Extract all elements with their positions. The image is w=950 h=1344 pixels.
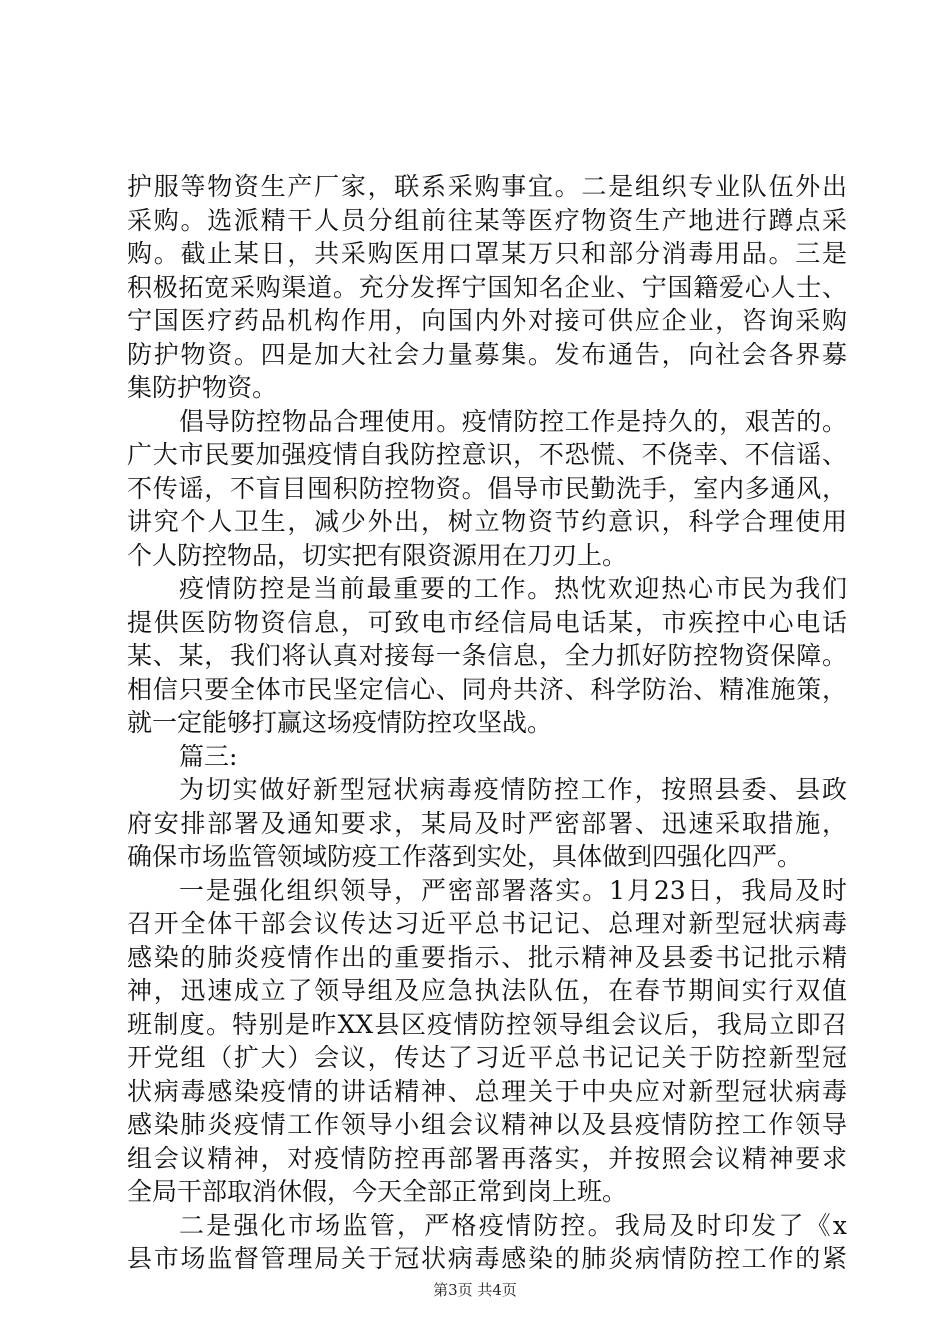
text-line: 神，迅速成立了领导组及应急执法队伍，在春节期间实行双值 [127,976,847,1005]
text-line: 护服等物资生产厂家，联系采购事宜。二是组织专业队伍外出 [127,172,847,201]
text-line: 个人防控物品，切实把有限资源用在刀刃上。 [127,540,628,570]
text-line: 召开全体干部会议传达习近平总书记记、总理对新型冠状病毒 [127,909,847,938]
text-line: 感染肺炎疫情工作领导小组会议精神以及县疫情防控工作领导 [127,1110,847,1139]
text-line: 为切实做好新型冠状病毒疫情防控工作，按照县委、县政 [179,775,847,804]
text-line: 某、某，我们将认真对接每一条信息，全力抓好防控物资保障。 [127,641,847,670]
text-line: 广大市民要加强疫情自我防控意识，不恐慌、不侥幸、不信谣、 [127,440,847,469]
text-line: 购。截止某日，共采购医用口罩某万只和部分消毒用品。三是 [127,239,847,268]
text-line: 班制度。特别是昨XX县区疫情防控领导组会议后，我局立即召 [127,1009,847,1039]
text-line: 府安排部署及通知要求，某局及时严密部署、迅速采取措施， [127,808,847,838]
section-heading: 篇三: [179,741,238,771]
page-number-footer: 第3页 共4页 [433,1281,517,1299]
text-line: 县市场监督管理局关于冠状病毒感染的肺炎病情防控工作的紧 [127,1244,847,1273]
text-line: 讲究个人卫生，减少外出，树立物资节约意识，科学合理使用 [127,507,847,536]
text-line: 全局干部取消休假，今天全部正常到岗上班。 [127,1177,628,1206]
text-line: 一是强化组织领导，严密部署落实。1月23日，我局及时 [179,875,847,905]
text-line: 相信只要全体市民坚定信心、同舟共济、科学防治、精准施策， [127,674,847,704]
text-line: 感染的肺炎疫情作出的重要指示、批示精神及县委书记批示精 [127,942,847,972]
text-line: 开党组（扩大）会议，传达了习近平总书记记关于防控新型冠 [127,1043,847,1072]
text-line: 集防护物资。 [127,373,278,402]
text-line: 宁国医疗药品机构作用，向国内外对接可供应企业，咨询采购 [127,306,847,335]
text-line: 采购。选派精干人员分组前往某等医疗物资生产地进行蹲点采 [127,205,847,235]
text-line: 不传谣，不盲目囤积防控物资。倡导市民勤洗手，室内多通风， [127,473,847,503]
text-line: 倡导防控物品合理使用。疫情防控工作是持久的，艰苦的。 [179,406,847,436]
document-body [127,170,847,1276]
text-line: 防护物资。四是加大社会力量募集。发布通告，向社会各界募 [127,339,847,369]
text-line: 确保市场监管领域防疫工作落到实处，具体做到四强化四严。 [127,842,803,871]
text-line: 组会议精神，对疫情防控再部署再落实，并按照会议精神要求 [127,1143,847,1173]
text-line: 就一定能够打赢这场疫情防控攻坚战。 [127,708,553,737]
text-line: 提供医防物资信息，可致电市经信局电话某，市疾控中心电话 [127,607,847,637]
text-line: 积极拓宽采购渠道。充分发挥宁国知名企业、宁国籍爱心人士、 [127,272,847,302]
text-line: 状病毒感染疫情的讲话精神、总理关于中央应对新型冠状病毒 [127,1076,847,1106]
text-line: 疫情防控是当前最重要的工作。热忱欢迎热心市民为我们 [179,574,847,603]
text-line: 二是强化市场监管，严格疫情防控。我局及时印发了《x [179,1210,847,1240]
